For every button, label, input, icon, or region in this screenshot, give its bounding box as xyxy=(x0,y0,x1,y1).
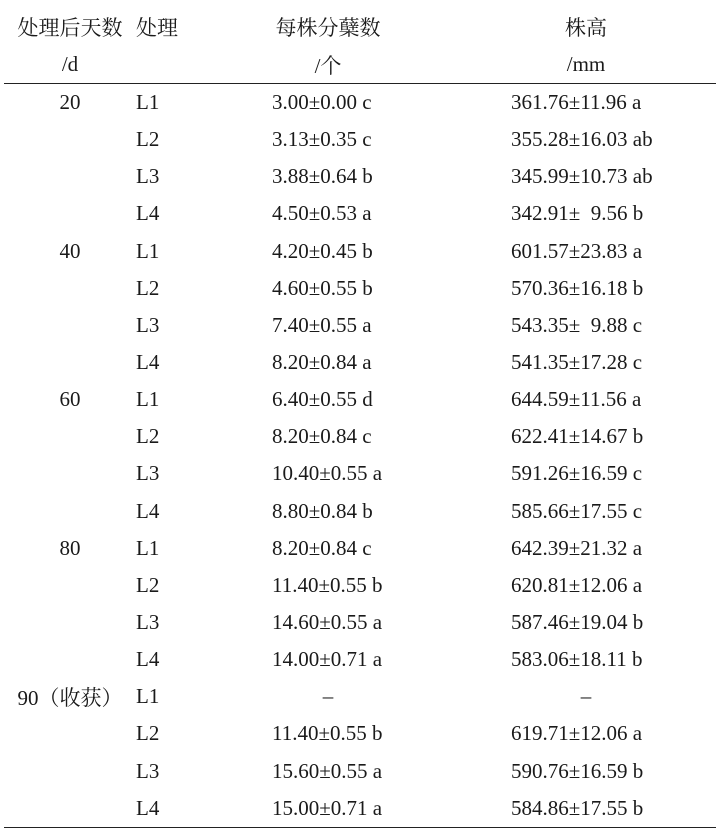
table-row xyxy=(4,270,716,307)
cell-days xyxy=(4,455,136,492)
header-row-titles xyxy=(4,8,716,46)
cell-height xyxy=(456,121,716,158)
cell-tillers xyxy=(200,344,456,381)
table-row xyxy=(4,715,716,752)
cell-tillers xyxy=(200,790,456,828)
height-value: 585.66±17.55 c xyxy=(511,498,643,523)
height-value: 342.91± 9.56 b xyxy=(511,201,644,226)
tillers-value: 3.88±0.64 b xyxy=(272,164,373,189)
cell-height xyxy=(456,84,716,122)
cell-height xyxy=(456,753,716,790)
height-value: 587.46±19.04 b xyxy=(511,610,644,635)
cell-height xyxy=(456,790,716,828)
cell-tillers xyxy=(200,84,456,122)
header-treatment: 处理 xyxy=(136,16,178,40)
cell-tillers xyxy=(200,604,456,641)
header-row-units xyxy=(4,46,716,84)
cell-treatment: L1 xyxy=(136,387,160,412)
cell-days xyxy=(4,307,136,344)
height-value: 583.06±18.11 b xyxy=(511,647,643,672)
cell-tillers xyxy=(200,158,456,195)
tillers-value: 8.20±0.84 c xyxy=(272,424,372,449)
table-row xyxy=(4,307,716,344)
header-treatment-unit xyxy=(136,46,200,84)
table-row xyxy=(4,84,716,122)
height-value: 644.59±11.56 a xyxy=(511,387,642,412)
cell-tillers xyxy=(200,753,456,790)
tillers-value: 15.60±0.55 a xyxy=(272,758,383,783)
cell-days xyxy=(4,344,136,381)
cell-height xyxy=(456,530,716,567)
header-days: 处理后天数 xyxy=(17,16,123,40)
cell-height xyxy=(456,195,716,232)
cell-days xyxy=(4,158,136,195)
cell-treatment: L4 xyxy=(136,201,160,226)
table-row xyxy=(4,381,716,418)
cell-treatment: L1 xyxy=(136,90,160,115)
cell-treatment: L4 xyxy=(136,498,160,523)
cell-treatment: L2 xyxy=(136,721,160,746)
cell-treatment: L4 xyxy=(136,647,160,672)
cell-height xyxy=(456,344,716,381)
table-row xyxy=(4,493,716,530)
cell-days: 80 xyxy=(59,535,81,560)
data-table xyxy=(4,8,716,828)
cell-treatment: L3 xyxy=(136,758,160,783)
cell-days: 40 xyxy=(59,238,81,263)
tillers-value: 8.20±0.84 a xyxy=(272,350,372,375)
cell-days xyxy=(4,790,136,828)
cell-tillers xyxy=(200,455,456,492)
height-value: – xyxy=(580,684,592,709)
height-value: 345.99±10.73 ab xyxy=(511,164,653,189)
height-value: 570.36±16.18 b xyxy=(511,275,644,300)
cell-treatment: L3 xyxy=(136,312,160,337)
cell-treatment: L2 xyxy=(136,275,160,300)
cell-days xyxy=(4,195,136,232)
cell-height xyxy=(456,307,716,344)
table-row xyxy=(4,455,716,492)
cell-treatment: L1 xyxy=(136,684,160,709)
cell-height xyxy=(456,641,716,678)
tillers-value: 10.40±0.55 a xyxy=(272,461,383,486)
cell-treatment: L4 xyxy=(136,790,200,828)
height-value: 590.76±16.59 b xyxy=(511,758,644,783)
header-tillers-unit: /个 xyxy=(200,46,456,84)
cell-height xyxy=(456,418,716,455)
cell-days xyxy=(4,604,136,641)
cell-height xyxy=(456,233,716,270)
cell-height xyxy=(456,715,716,752)
tillers-value: 11.40±0.55 b xyxy=(272,572,383,597)
header-height-unit: /mm xyxy=(456,46,716,84)
cell-days: 20 xyxy=(59,90,81,115)
tillers-value: 8.20±0.84 c xyxy=(272,535,372,560)
cell-height xyxy=(456,678,716,715)
table-row xyxy=(4,158,716,195)
tillers-value: 6.40±0.55 d xyxy=(272,387,373,412)
cell-treatment: L2 xyxy=(136,572,160,597)
height-value: 543.35± 9.88 c xyxy=(511,312,643,337)
table-row xyxy=(4,790,716,828)
cell-treatment: L1 xyxy=(136,238,160,263)
tillers-value: 4.60±0.55 b xyxy=(272,275,373,300)
cell-height xyxy=(456,381,716,418)
table-row xyxy=(4,604,716,641)
cell-height xyxy=(456,270,716,307)
table-row xyxy=(4,195,716,232)
tillers-value: 14.60±0.55 a xyxy=(272,610,383,635)
cell-treatment: L1 xyxy=(136,535,160,560)
cell-days xyxy=(4,418,136,455)
cell-treatment: L4 xyxy=(136,350,160,375)
cell-height xyxy=(456,567,716,604)
cell-treatment: L2 xyxy=(136,424,160,449)
header-tillers: 每株分蘖数 xyxy=(275,16,381,40)
table-row xyxy=(4,418,716,455)
cell-days: 60 xyxy=(59,387,81,412)
cell-height xyxy=(456,604,716,641)
table-body xyxy=(4,84,716,828)
cell-treatment: L3 xyxy=(136,164,160,189)
table-row xyxy=(4,753,716,790)
table-row xyxy=(4,567,716,604)
table-row xyxy=(4,530,716,567)
height-value: 601.57±23.83 a xyxy=(511,238,643,263)
tillers-value: 15.00±0.71 a xyxy=(272,795,383,820)
cell-height xyxy=(456,493,716,530)
cell-days xyxy=(4,121,136,158)
cell-days xyxy=(4,567,136,604)
cell-tillers xyxy=(200,530,456,567)
tillers-value: 4.20±0.45 b xyxy=(272,238,373,263)
cell-days xyxy=(4,270,136,307)
cell-height xyxy=(456,455,716,492)
table-row xyxy=(4,121,716,158)
height-value: 361.76±11.96 a xyxy=(511,90,642,115)
cell-treatment: L2 xyxy=(136,127,160,152)
tillers-value: 11.40±0.55 b xyxy=(272,721,383,746)
tillers-value: 3.13±0.35 c xyxy=(272,127,372,152)
cell-days xyxy=(4,715,136,752)
height-value: 622.41±14.67 b xyxy=(511,424,644,449)
height-value: 591.26±16.59 c xyxy=(511,461,643,486)
cell-days: 90（收获） xyxy=(17,685,123,710)
tillers-value: – xyxy=(322,684,334,709)
cell-tillers xyxy=(200,307,456,344)
tillers-value: 8.80±0.84 b xyxy=(272,498,373,523)
header-height: 株高 xyxy=(565,16,607,40)
cell-tillers xyxy=(200,493,456,530)
cell-treatment: L3 xyxy=(136,610,160,635)
table-row xyxy=(4,678,716,715)
table-row xyxy=(4,344,716,381)
height-value: 620.81±12.06 a xyxy=(511,572,643,597)
height-value: 642.39±21.32 a xyxy=(511,535,643,560)
cell-tillers xyxy=(200,715,456,752)
cell-height xyxy=(456,158,716,195)
tillers-value: 14.00±0.71 a xyxy=(272,647,383,672)
cell-tillers xyxy=(200,270,456,307)
cell-tillers xyxy=(200,641,456,678)
header-days-unit: /d xyxy=(4,46,136,84)
cell-tillers xyxy=(200,678,456,715)
tillers-value: 7.40±0.55 a xyxy=(272,312,372,337)
cell-tillers xyxy=(200,381,456,418)
table-header xyxy=(4,8,716,84)
cell-treatment: L3 xyxy=(136,461,160,486)
table-row xyxy=(4,233,716,270)
height-value: 355.28±16.03 ab xyxy=(511,127,653,152)
cell-tillers xyxy=(200,567,456,604)
cell-tillers xyxy=(200,233,456,270)
table-row xyxy=(4,641,716,678)
tillers-value: 3.00±0.00 c xyxy=(272,90,372,115)
tillers-value: 4.50±0.53 a xyxy=(272,201,372,226)
cell-days xyxy=(4,641,136,678)
height-value: 584.86±17.55 b xyxy=(511,795,644,820)
cell-days xyxy=(4,753,136,790)
height-value: 541.35±17.28 c xyxy=(511,350,643,375)
cell-tillers xyxy=(200,418,456,455)
height-value: 619.71±12.06 a xyxy=(511,721,643,746)
cell-tillers xyxy=(200,121,456,158)
cell-tillers xyxy=(200,195,456,232)
cell-days xyxy=(4,493,136,530)
